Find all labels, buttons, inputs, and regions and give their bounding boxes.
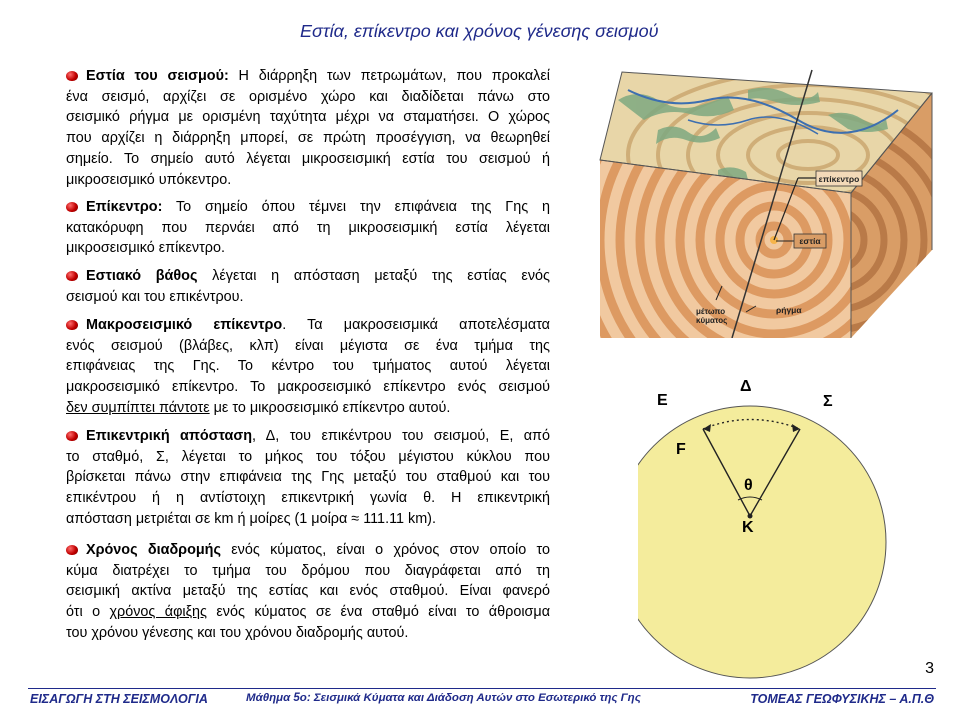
footer bbox=[0, 688, 960, 718]
text-line: ότι ο bbox=[66, 604, 110, 621]
bullet-icon bbox=[66, 202, 78, 212]
text-line: μικροσεισμικό υπόκεντρο. bbox=[66, 171, 232, 188]
text-line: ενός σεισμού (βλάβες, κλπ) είναι μέγιστα σε ένα τμήμα της bbox=[66, 337, 550, 354]
text-line: ενός κύματος, είναι ο χρόνος στον οποίο το bbox=[220, 542, 551, 558]
text-line: σεισμική ακτίνα μεταξύ της εστίας και ενός σταθμού. Είναι φανερό bbox=[66, 583, 550, 600]
term-focal-depth: Εστιακό βάθος bbox=[86, 268, 198, 284]
paragraph-epicentral-distance bbox=[66, 426, 550, 530]
text-line: σημείο. Το σημείο αυτό λέγεται μικροσεισμική εστία του σεισμού ή bbox=[66, 150, 550, 167]
page-title: Εστία, επίκεντρο και χρόνος γένεσης σεισμού bbox=[300, 21, 659, 41]
bullet-icon bbox=[66, 71, 78, 81]
footer-course: ΕΙΣΑΓΩΓΗ ΣΤΗ ΣΕΙΣΜΟΛΟΓΙΑ bbox=[30, 692, 208, 706]
label-S: Σ bbox=[823, 393, 833, 410]
text-line: λέγεται η απόσταση μεταξύ της εστίας ενός bbox=[197, 268, 550, 284]
text-line: το σταθμό, Σ, λέγεται το μήκος του τόξου μέγιστου κύκλου που bbox=[66, 448, 550, 465]
text-line: μικροσεισμικό επίκεντρο. bbox=[66, 240, 225, 257]
epicentral-distance-diagram bbox=[638, 372, 938, 684]
bullet-icon bbox=[66, 431, 78, 441]
label-E: Ε bbox=[657, 392, 668, 409]
label-F: F bbox=[676, 441, 686, 458]
epicenter-label: επίκεντρο bbox=[818, 174, 860, 184]
text-line: που αρχίζει η διάρρηξη μπορεί, σε πρώτη προσέγγιση, να θεωρηθεί bbox=[66, 130, 550, 147]
page-number: 3 bbox=[925, 660, 934, 677]
text-line: ενός κύματος σε ένα σταθμό είναι το άθροισμα bbox=[207, 604, 551, 621]
paragraph-travel-time bbox=[66, 540, 550, 644]
text-line: με το μικροσεισμικό επίκεντρο αυτού. bbox=[209, 399, 451, 416]
text-line: κύμα διατρέχει το τμήμα του δρόμου που διαγράφεται από τη bbox=[66, 562, 550, 579]
underlined-text: δεν συμπίπτει πάντοτε bbox=[66, 399, 210, 416]
text-line: σεισμού και του επικέντρου. bbox=[66, 288, 244, 305]
text-line: σεισμικό ρήγμα με ορισμένη ταχύτητα μέχρι να σταματήσει. Ο χώρος bbox=[66, 109, 550, 126]
paragraph-focus bbox=[66, 66, 550, 190]
wavefront-label-line1: μέτωπο bbox=[696, 307, 726, 316]
bullet-icon bbox=[66, 320, 78, 330]
term-epicenter: Επίκεντρο: bbox=[86, 199, 163, 215]
term-travel-time: Χρόνος διαδρομής bbox=[86, 542, 221, 558]
bullet-icon bbox=[66, 545, 78, 555]
text-line: του χρόνου γένεσης και του χρόνου διαδρομής αυτού. bbox=[66, 624, 409, 641]
label-delta: Δ bbox=[740, 378, 752, 395]
footer-department: ΤΟΜΕΑΣ ΓΕΩΦΥΣΙΚΗΣ – Α.Π.Θ bbox=[750, 692, 934, 706]
bullet-icon bbox=[66, 271, 78, 281]
footer-lesson: Μάθημα 5ο: Σεισμικά Κύματα και Διάδοση Αυτών στο Εσωτερικό της Γης bbox=[246, 692, 641, 704]
text-line: κατακόρυφη που περνάει από τη μικροσεισμική εστία λέγεται bbox=[66, 219, 550, 236]
footer-rule bbox=[28, 688, 936, 689]
text-line: . Τα μακροσεισμικά αποτελέσματα bbox=[282, 317, 551, 333]
text-line: , Δ, του επικέντρου του σεισμού, Ε, από bbox=[252, 428, 550, 444]
text-line: Η διάρρηξη των πετρωμάτων, που προκαλεί bbox=[228, 68, 550, 84]
text-line: επικέντρου ή η αντίστοιχη επικεντρική γωνία θ. Η επικεντρική bbox=[66, 490, 550, 507]
focus-label: εστία bbox=[799, 236, 821, 246]
term-focus: Εστία του σεισμού: bbox=[86, 68, 229, 84]
wavefront-label-line2: κύματος bbox=[696, 316, 728, 325]
underlined-text: χρόνος άφιξης bbox=[109, 604, 207, 621]
fault-label: ρήγμα bbox=[776, 305, 802, 315]
text-line: Το σημείο όπου τέμνει την επιφάνεια της Γης η bbox=[162, 199, 550, 215]
text-line: επιφάνειας της Γης. Το κέντρο του τμήματος αυτού λέγεται bbox=[66, 358, 550, 375]
text-line: μακροσεισμικό επίκεντρο. Το μακροσεισμικό επίκεντρο ενός σεισμού bbox=[66, 379, 550, 396]
paragraph-focal-depth bbox=[66, 266, 550, 307]
label-theta: θ bbox=[744, 477, 753, 494]
label-K: Κ bbox=[742, 519, 754, 536]
fault-block-diagram bbox=[598, 60, 934, 338]
term-macroseismic: Μακροσεισμικό επίκεντρο bbox=[86, 317, 283, 333]
text-line: ένα σεισμό, αρχίζει σε ορισμένο χώρο και διαδίδεται πάνω στο bbox=[66, 88, 550, 105]
text-line: βρίσκεται πάνω στην επιφάνεια της Γης μεταξύ του σταθμού και του bbox=[66, 469, 550, 486]
paragraph-epicenter bbox=[66, 197, 550, 259]
term-epicentral-distance: Επικεντρική απόσταση bbox=[86, 428, 253, 444]
text-line: απόσταση μετριέται σε km ή μοίρες (1 μοίρα ≈ 111.11 km). bbox=[66, 510, 436, 527]
paragraph-macroseismic bbox=[66, 315, 550, 419]
